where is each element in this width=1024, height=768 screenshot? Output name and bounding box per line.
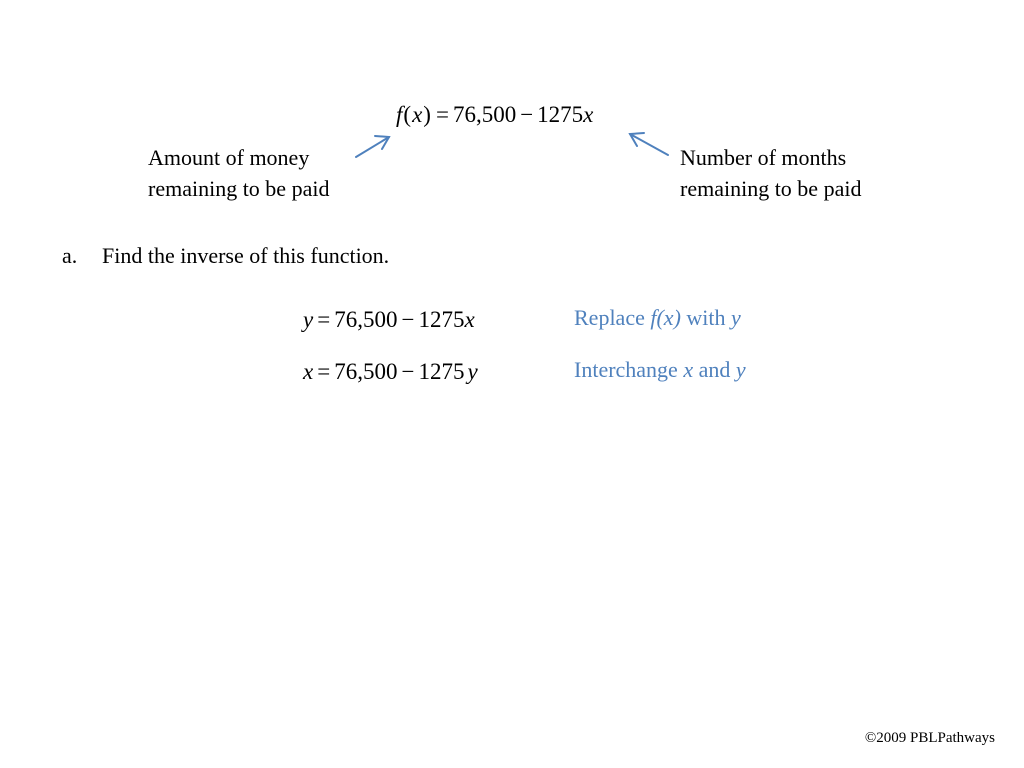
step1-note-prefix: Replace [574, 305, 651, 330]
step2-equation [303, 358, 478, 386]
label-right-line2: remaining to be paid [680, 176, 862, 201]
label-left-line1: Amount of money [148, 145, 310, 170]
step1-equation [303, 306, 475, 334]
step1-coefficient: 1275 [418, 307, 465, 332]
variable: x [583, 102, 594, 127]
step1-note-mid: with [680, 305, 732, 330]
constant-term: 76,500 [452, 102, 517, 127]
step2-note-mid: and [693, 357, 736, 382]
step1-note-var: y [731, 305, 741, 330]
open-paren: ( [403, 102, 412, 127]
main-equation [396, 101, 593, 129]
step2-equals: = [317, 359, 331, 384]
copyright-footer: ©2009 PBLPathways [864, 730, 995, 746]
label-months-remaining [680, 142, 861, 204]
step2-note-var2: y [735, 357, 746, 382]
equals-sign: = [435, 102, 449, 127]
step2-variable: y [467, 359, 478, 384]
label-right-line1: Number of months [680, 145, 847, 170]
step1-variable: x [464, 307, 475, 332]
step2-note-var1: x [683, 357, 694, 382]
question-a [62, 242, 389, 270]
step1-minus: − [401, 307, 415, 332]
left-arrow-icon [356, 136, 389, 157]
step2-constant: 76,500 [334, 359, 398, 384]
step1-note-fx: f(x) [650, 305, 681, 330]
step1-note [574, 304, 741, 332]
step1-constant: 76,500 [334, 307, 398, 332]
coefficient: 1275 [537, 102, 584, 127]
function-argument: x [412, 102, 423, 127]
minus-sign: − [520, 102, 534, 127]
step2-minus: − [401, 359, 415, 384]
question-text: Find the inverse of this function. [102, 243, 390, 268]
function-name: f [396, 102, 403, 127]
step1-lhs: y [303, 307, 314, 332]
step2-coefficient: 1275 [418, 359, 465, 384]
step2-note-prefix: Interchange [574, 357, 684, 382]
question-marker: a. [62, 243, 78, 268]
step2-lhs: x [303, 359, 314, 384]
step1-equals: = [317, 307, 331, 332]
step2-note [574, 356, 746, 384]
label-left-line2: remaining to be paid [148, 176, 330, 201]
right-arrow-icon [630, 133, 668, 155]
close-paren: ) [423, 102, 431, 127]
label-money-remaining [148, 142, 329, 204]
